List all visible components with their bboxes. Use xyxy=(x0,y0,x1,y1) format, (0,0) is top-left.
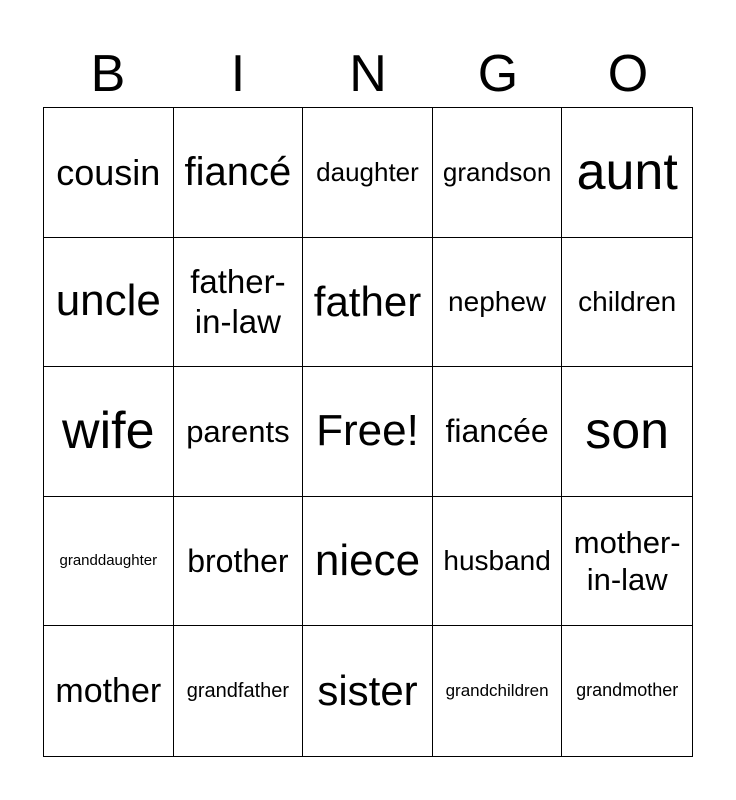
header-letter-o: O xyxy=(607,45,649,103)
header-letter-i: I xyxy=(230,45,246,103)
bingo-cell-label: grandmother xyxy=(576,680,679,701)
bingo-cell-label: father-in-law xyxy=(190,263,286,340)
bingo-cell[interactable] xyxy=(44,497,174,627)
bingo-cell-label: nephew xyxy=(448,286,547,318)
bingo-cell-label: cousin xyxy=(56,151,161,193)
bingo-cell-label: husband xyxy=(443,545,551,577)
bingo-cell[interactable] xyxy=(303,367,433,497)
bingo-cell-label: wife xyxy=(62,402,155,461)
bingo-cell-label: grandson xyxy=(442,156,552,187)
bingo-cell[interactable] xyxy=(433,238,563,368)
bingo-board xyxy=(43,107,693,757)
header-letter-g: G xyxy=(477,45,519,103)
bingo-cell-label: sister xyxy=(317,667,418,714)
bingo-cell[interactable] xyxy=(433,108,563,238)
bingo-cell[interactable] xyxy=(562,238,692,368)
bingo-cell[interactable] xyxy=(562,626,692,756)
bingo-cell-label: son xyxy=(585,402,670,461)
bingo-cell[interactable] xyxy=(433,626,563,756)
bingo-cell[interactable] xyxy=(174,497,304,627)
bingo-cell[interactable] xyxy=(303,626,433,756)
bingo-cell[interactable] xyxy=(433,497,563,627)
bingo-cell[interactable] xyxy=(303,238,433,368)
bingo-cell[interactable] xyxy=(174,238,304,368)
bingo-cell-label: aunt xyxy=(576,143,678,202)
bingo-cell[interactable] xyxy=(44,238,174,368)
bingo-cell[interactable] xyxy=(562,367,692,497)
bingo-cell[interactable] xyxy=(562,108,692,238)
bingo-cell[interactable] xyxy=(303,108,433,238)
bingo-cell[interactable] xyxy=(174,108,304,238)
bingo-cell[interactable] xyxy=(433,367,563,497)
bingo-header xyxy=(43,44,693,104)
bingo-cell-label: brother xyxy=(187,542,289,579)
bingo-cell[interactable] xyxy=(44,367,174,497)
bingo-cell[interactable] xyxy=(562,497,692,627)
bingo-cell-label: Free! xyxy=(316,406,419,456)
bingo-cell-label: fiancée xyxy=(445,413,549,450)
bingo-cell-label: mother-in-law xyxy=(573,524,681,598)
header-letter-n: N xyxy=(349,45,387,103)
bingo-cell[interactable] xyxy=(303,497,433,627)
bingo-cell[interactable] xyxy=(44,626,174,756)
header-letter-b: B xyxy=(90,45,126,103)
bingo-cell[interactable] xyxy=(44,108,174,238)
bingo-cell-label: uncle xyxy=(55,276,161,326)
bingo-cell-label: fiancé xyxy=(184,150,292,195)
bingo-cell-label: mother xyxy=(55,671,162,710)
bingo-cell-label: grandfather xyxy=(186,680,290,703)
bingo-cell-label: grandchildren xyxy=(445,681,549,700)
bingo-cell[interactable] xyxy=(174,626,304,756)
bingo-cell-label: granddaughter xyxy=(59,552,158,570)
bingo-cell-label: parents xyxy=(186,413,290,449)
bingo-cell-label: daughter xyxy=(316,156,419,187)
bingo-cell-label: children xyxy=(578,286,677,318)
bingo-cell[interactable] xyxy=(174,367,304,497)
bingo-cell-label: niece xyxy=(314,535,421,585)
bingo-cell-label: father xyxy=(313,277,422,325)
